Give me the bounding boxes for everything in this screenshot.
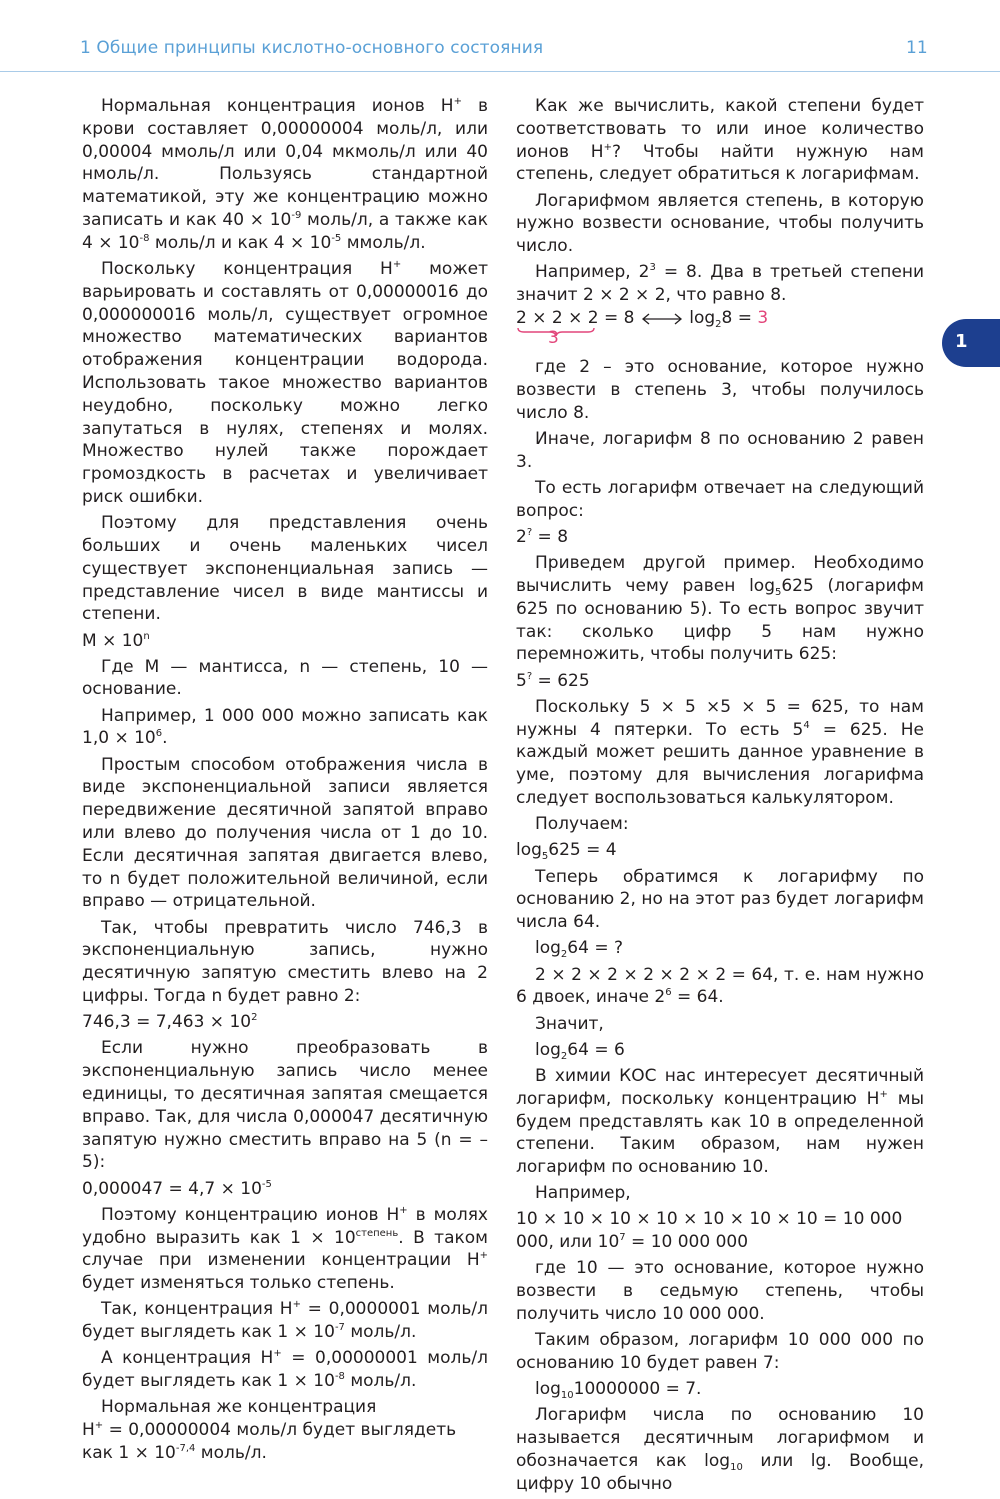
paragraph: Поскольку 5 × 5 ×5 × 5 = 625, то нам нужны 4 пятерки. То есть $5^4 = 625$. Не каждый может решить данное уравнение в уме, поэтому для вычисления логарифма следует воспользоваться калькулятором. <box>516 696 924 809</box>
paragraph: То есть логарифм отвечает на следующий вопрос: <box>516 478 924 521</box>
log-result: 3 <box>757 307 769 328</box>
paragraph: Поэтому для представления очень больших и очень маленьких чисел существует экспоненциальная запись — представление чисел в виде мантиссы и степени. <box>82 513 488 625</box>
formula: $\log_{10}10000000 = 7$. <box>535 1379 702 1402</box>
paragraph: Н+ = 0,00000004 моль/л будет выглядеть как $1 \times 10^{-7,4}$ моль/л. <box>82 1420 457 1463</box>
paragraph: Нормальная же концентрация <box>101 1397 377 1418</box>
paragraph: Логарифмом является степень, в которую нужно возвести основание, чтобы получить число. <box>516 190 924 257</box>
chapter-tab <box>942 319 1000 367</box>
paragraph: Где M — мантисса, n — степень, 10 — основание. <box>82 656 488 700</box>
formula: $\log_264 = 6$ <box>535 1039 625 1062</box>
page-header <box>0 0 1000 74</box>
paragraph: 2 × 2 × 2 × 2 × 2 × 2 = 64, т. е. нам нужно 6 двоек, иначе $2^6 = 64$. <box>516 964 924 1008</box>
formula: $746,3 = 7,463 \times 10^2$ <box>82 1012 258 1033</box>
paragraph: Значит, <box>535 1013 604 1034</box>
header-divider <box>0 71 1000 72</box>
paragraph: Например, <box>535 1183 631 1204</box>
paragraph: Простым способом отображения числа в виде экспоненциальной записи является передвижение десятичной запятой вправо или влево до получения числа от 1 до 10. Если десятичная запятая двигается влево, то n будет положительной величиной, если вправо — отрицательной. <box>82 754 488 912</box>
paragraph: Так, концентрация Н+ = 0,0000001 моль/л будет выглядеть как $1 \times 10^{-7}$ моль/л. <box>82 1299 488 1343</box>
paragraph: Приведем другой пример. Необходимо вычислить чему равен $\log_5625$ (логарифм 625 по основанию 5). То есть вопрос звучит так: сколько цифр 5 нам нужно перемножить, чтобы получить 625: <box>516 553 924 665</box>
formula: $M \times 10^n$ <box>82 630 150 651</box>
paragraph: Логарифм числа по основанию 10 называется десятичным логарифмом и обозначается как $\log_{10}$ или lg. Вообще, цифру 10 обычно <box>516 1405 924 1494</box>
left-column <box>82 95 488 1468</box>
paragraph: Если нужно преобразовать в экспоненциальную запись число менее единицы, то десятичная запятая смещается вправо. Так, для числа 0,000047 десятичную запятую нужно сместить вправо на 5 (n = –5): <box>82 1038 488 1173</box>
paragraph: Иначе, логарифм 8 по основанию 2 равен 3. <box>516 429 924 472</box>
product-expression: 2 × 2 × 2 <box>516 307 599 328</box>
formula: 5? = 625 <box>516 670 590 691</box>
running-head-title: 1 Общие принципы кислотно-основного состояния <box>80 38 544 58</box>
formula: $\log_264$ = ? <box>535 938 624 961</box>
paragraph: Например, $2^3 = 8$. Два в третьей степени значит 2 × 2 × 2, что равно 8. <box>516 262 925 306</box>
paragraph: Например, 1 000 000 можно записать как $1,0 \times 10^6$. <box>82 705 488 749</box>
paragraph: В химии КОС нас интересует десятичный логарифм, поскольку концентрацию Н+ мы будем представлять как 10 в определенной степени. Таким образом, нам нужен логарифм по основанию 10. <box>516 1065 924 1178</box>
paragraph: Таким образом, логарифм 10 000 000 по основанию 10 будет равен 7: <box>516 1330 924 1374</box>
paragraph: Поскольку концентрация Н+ может варьировать и составлять от 0,00000016 до 0,000000016 моль/л, существует огромное множество математических вариантов отображения концентрации водорода. Использовать такое множество вариантов неудобно, поскольку можно легко запутаться в нулях, степенях и молях. Множество нулей также порождает громоздкость в расчетах и увеличивает риск ошибки. <box>82 258 488 507</box>
formula: 2? = 8 <box>516 527 569 548</box>
log-diagram-equation: 2 × 2 × 2 = 8 $\log_28 = 3$ <box>516 307 769 330</box>
paragraph: Так, чтобы превратить число 746,3 в экспоненциальную запись, нужно десятичную запятую сместить влево на 2 цифры. Тогда n будет равно 2: <box>82 917 488 1007</box>
double-arrow-icon <box>640 312 684 326</box>
formula: 10 × 10 × 10 × 10 × 10 × 10 × 10 = 10 000 000, или $10^7 = 10$ 000 000 <box>516 1209 903 1253</box>
page-number: 11 <box>906 38 928 58</box>
formula: $\log_5625 = 4$ <box>516 840 617 863</box>
chapter-tab-label: 1 <box>955 331 968 352</box>
paragraph: где 10 — это основание, которое нужно возвести в седьмую степень, чтобы получить число 10 000 000. <box>516 1258 924 1325</box>
right-column <box>516 95 924 1499</box>
paragraph: А концентрация Н+ = 0,00000001 моль/л будет выглядеть как $1 \times 10^{-8}$ моль/л. <box>82 1348 489 1392</box>
brace-label: 3 <box>548 327 559 348</box>
formula: $0,000047 = 4,7 \times 10^{-5}$ <box>82 1178 272 1199</box>
paragraph: где 2 – это основание, которое нужно возвести в степень 3, чтобы получилось число 8. <box>516 357 924 423</box>
paragraph: Поэтому концентрацию ионов Н+ в молях удобно выразить как $1 \times 10^{степень}$. В таком случае при изменении концентрации Н+ будет изменяться только степень. <box>82 1204 488 1294</box>
paragraph: Теперь обратимся к логарифму по основанию 2, но на этот раз будет логарифм числа 64. <box>516 866 924 933</box>
paragraph: Получаем: <box>535 814 629 835</box>
paragraph: Нормальная концентрация ионов Н+ в крови составляет 0,00000004 моль/л, или 0,00004 ммоль/л или 0,04 мкмоль/л или 40 нмоль/л. Пользуясь стандартной математикой, эту же концентрацию можно записать и как $40 \times 10^{-9}$ моль/л, а также как $4 \times 10^{-8}$ моль/л и как $4 \times 10^{-5}$ ммоль/л. <box>82 96 488 253</box>
log-diagram <box>516 307 924 353</box>
paragraph: Как же вычислить, какой степени будет соответствовать то или иное количество ионов Н+? Чтобы найти нужную нам степень, следует обратиться к логарифмам. <box>516 96 925 185</box>
